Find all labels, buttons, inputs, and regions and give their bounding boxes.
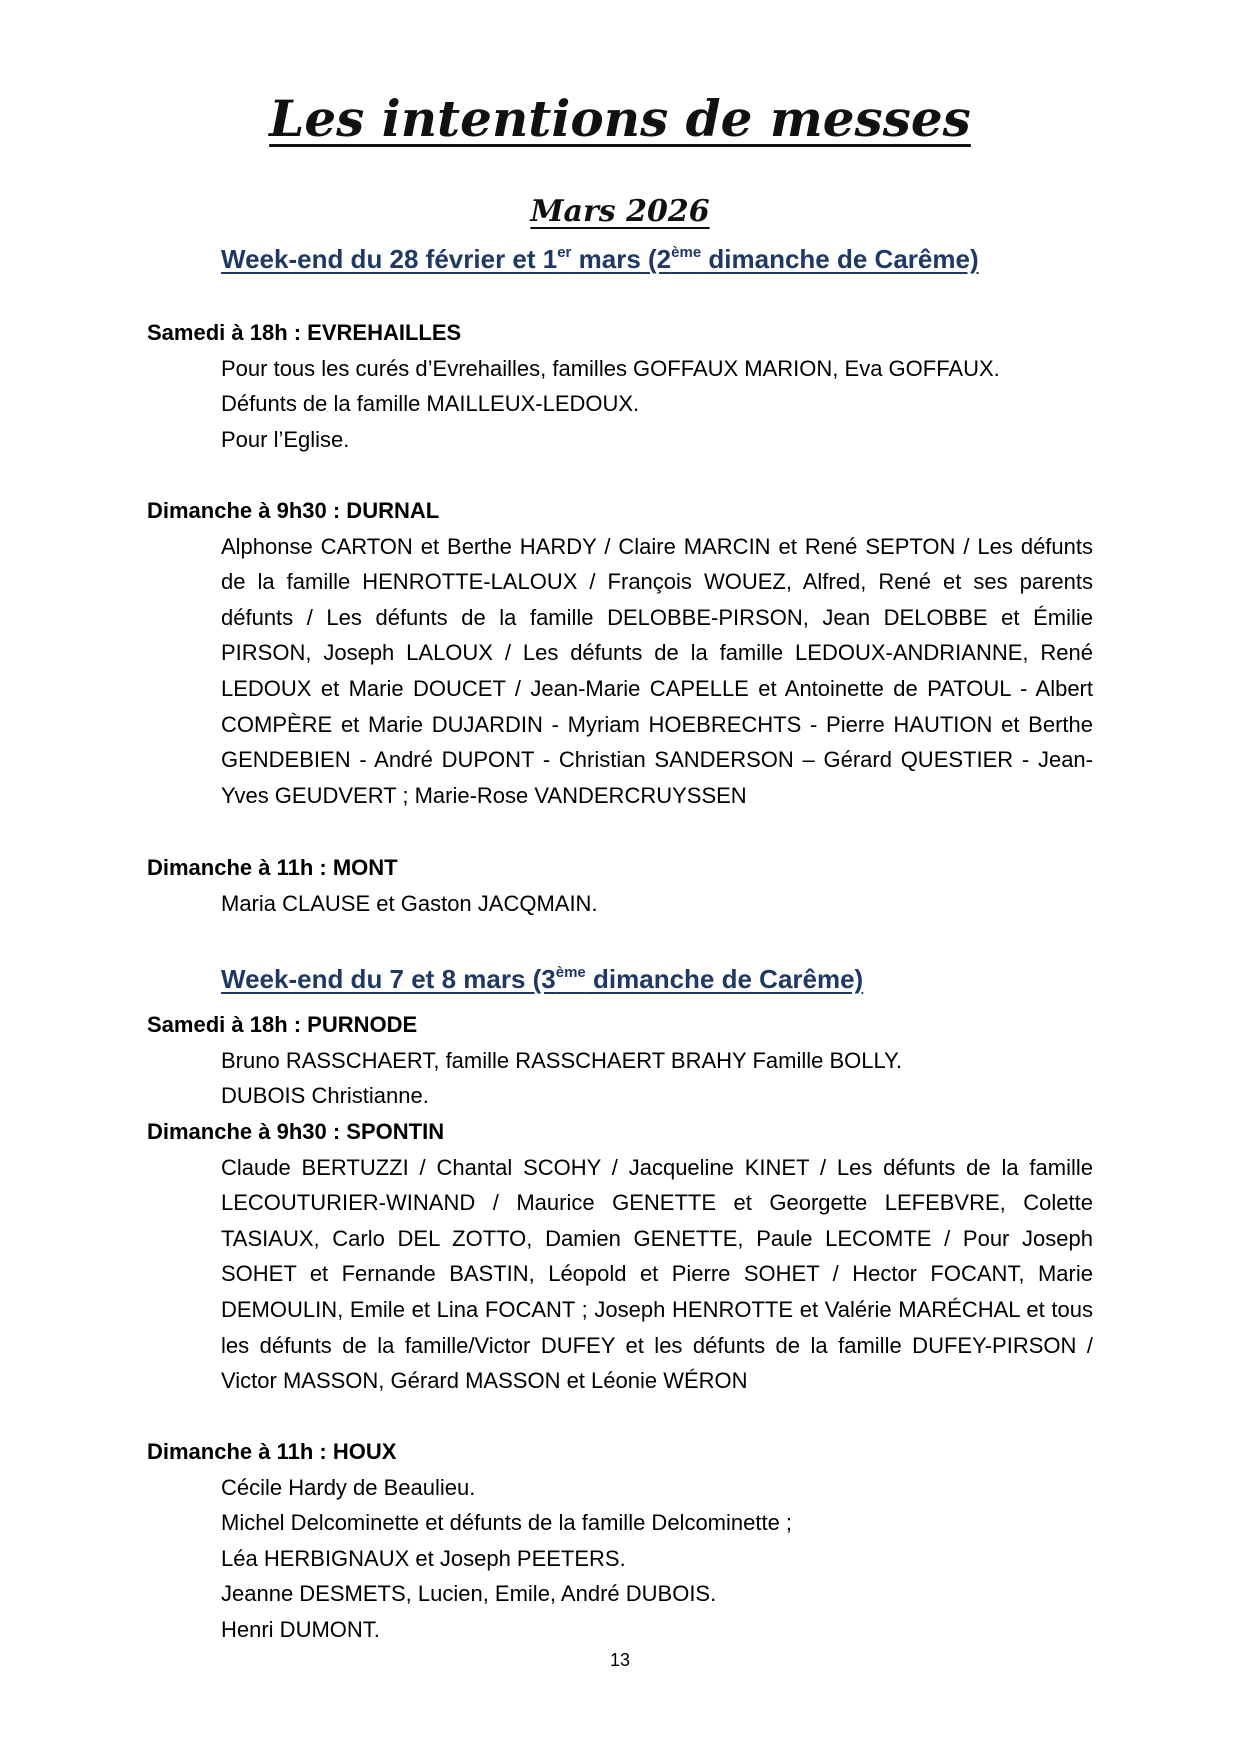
mass-block (147, 1007, 1093, 1114)
weekend-heading-text: Week-end du 7 et 8 mars (3 (221, 964, 556, 994)
superscript: ème (555, 964, 586, 981)
mass-intention: Bruno RASSCHAERT, famille RASSCHAERT BRAHY Famille BOLLY. (221, 1047, 903, 1073)
mass-block (147, 315, 1093, 457)
mass-day-time: Dimanche à 11h : MONT (147, 855, 398, 880)
mass-intention: Claude BERTUZZI / Chantal SCOHY / Jacqueline KINET / Les défunts de la famille LECOUTURIER-WINAND / Maurice GENETTE et Georgette LEFEBVRE, Colette TASIAUX, Carlo DEL ZOTTO, Damien GENETTE, Paule LECOMTE / Pour Joseph SOHET et Fernande BASTIN, Léopold et Pierre SOHET / Hector FOCANT, Marie DEMOULIN, Emile et Lina FOCANT ; Joseph HENROTTE et Valérie MARÉCHAL et tous les défunts de la famille/Victor DUFEY et les défunts de la famille DUFEY-PIRSON / Victor MASSON, Gérard MASSON et Léonie WÉRON (221, 1154, 1093, 1394)
mass-day-time: Dimanche à 11h : HOUX (147, 1439, 397, 1464)
weekend-heading-text: dimanche de Carême) (701, 244, 979, 274)
mass-day-time: Samedi à 18h : EVREHAILLES (147, 320, 462, 345)
weekend-heading-2 (221, 962, 863, 996)
mass-day-time: Dimanche à 9h30 : DURNAL (147, 498, 440, 523)
superscript: ème (671, 244, 702, 261)
page-title: Les intentions de messes (269, 89, 971, 148)
mass-intention: Maria CLAUSE et Gaston JACQMAIN. (221, 890, 598, 916)
mass-block (147, 1434, 1093, 1648)
superscript: er (557, 244, 572, 261)
weekend-heading-1 (221, 242, 979, 276)
mass-intention: Pour l’Eglise. (221, 426, 350, 452)
mass-intention: Michel Delcominette et défunts de la famille Delcominette ; (221, 1510, 793, 1536)
mass-intention: Jeanne DESMETS, Lucien, Emile, André DUBOIS. (221, 1581, 717, 1607)
weekend-heading-text: Week-end du 28 février et 1 (221, 244, 558, 274)
weekend-heading-text: dimanche de Carême) (585, 964, 864, 994)
mass-intention: Alphonse CARTON et Berthe HARDY / Claire MARCIN et René SEPTON / Les défunts de la famille HENROTTE-LALOUX / François WOUEZ, Alfred, René et ses parents défunts / Les défunts de la famille DELOBBE-PIRSON, Jean DELOBBE et Émilie PIRSON, Joseph LALOUX / Les défunts de la famille LEDOUX-ANDRIANNE, René LEDOUX et Marie DOUCET / Jean-Marie CAPELLE et Antoinette de PATOUL - Albert COMPÈRE et Marie DUJARDIN - Myriam HOEBRECHTS - Pierre HAUTION et Berthe GENDEBIEN - André DUPONT - Christian SANDERSON – Gérard QUESTIER - Jean-Yves GEUDVERT ; Marie-Rose VANDERCRUYSSEN (221, 533, 1093, 808)
mass-intention: Léa HERBIGNAUX et Joseph PEETERS. (221, 1545, 626, 1571)
mass-intention: Cécile Hardy de Beaulieu. (221, 1474, 476, 1500)
month-subtitle: Mars 2026 (530, 194, 710, 229)
mass-day-time: Dimanche à 9h30 : SPONTIN (147, 1119, 445, 1144)
mass-block (147, 493, 1093, 813)
mass-block (147, 1114, 1093, 1399)
mass-intention: DUBOIS Christianne. (221, 1083, 429, 1109)
weekend-heading-text: mars (2 (571, 244, 672, 274)
mass-intention: Défunts de la famille MAILLEUX-LEDOUX. (221, 391, 640, 417)
mass-block (147, 850, 1093, 921)
mass-intention: Henri DUMONT. (221, 1616, 380, 1642)
mass-day-time: Samedi à 18h : PURNODE (147, 1012, 418, 1037)
mass-intention: Pour tous les curés d’Evrehailles, familles GOFFAUX MARION, Eva GOFFAUX. (221, 355, 1000, 381)
page-number: 13 (609, 1650, 631, 1670)
